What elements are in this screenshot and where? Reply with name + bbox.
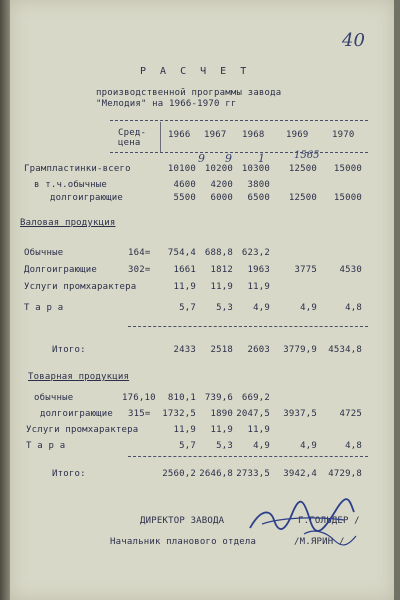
commodity-row-value: 3937,5 [283, 409, 317, 419]
gross-total-1970: 4534,8 [328, 345, 362, 355]
records-lp-1966: 5500 [173, 193, 196, 203]
gross-row-value: 688,8 [204, 248, 233, 258]
records-total-1970: 15000 [333, 164, 362, 174]
subtitle-line-1: производственной программы завода [96, 88, 282, 98]
commodity-row-label: Услуги промхарактера [26, 425, 139, 435]
gross-row-value: 4,9 [253, 303, 270, 313]
gross-row-price: 164= [128, 248, 151, 258]
gross-total-1968: 2603 [247, 345, 270, 355]
gross-total-1966: 2433 [173, 345, 196, 355]
hand-note-2: 9 [225, 152, 232, 165]
commodity-row-value: 739,6 [204, 393, 233, 403]
header-year-1968: 1968 [242, 130, 265, 140]
handwritten-signature-drawing [240, 490, 360, 550]
document-title: Р А С Ч Е Т [140, 66, 251, 77]
gross-total-rule [128, 326, 368, 327]
planning-head-name: /М.ЯРИН / [294, 537, 345, 547]
commodity-row-value: 669,2 [241, 393, 270, 403]
records-total-label: Грампластинки-всего [24, 164, 131, 174]
commodity-row-value: 11,9 [247, 425, 270, 435]
gross-row-value: 5,7 [179, 303, 196, 313]
commodity-total-1970: 4729,8 [328, 469, 362, 479]
commodity-row-value: 4,9 [253, 441, 270, 451]
commodity-total-1969: 3942,4 [283, 469, 317, 479]
records-regular-1966: 4600 [173, 180, 196, 190]
gross-row-value: 5,3 [216, 303, 233, 313]
header-year-1970: 1970 [332, 130, 355, 140]
gross-row-value: 4,9 [300, 303, 317, 313]
gross-row-value: 1963 [247, 265, 270, 275]
records-total-1969: 12500 [288, 164, 317, 174]
header-top-rule [110, 120, 368, 121]
records-lp-1968: 6500 [247, 193, 270, 203]
gross-row-value: 11,9 [247, 282, 270, 292]
gross-row-value: 1661 [173, 265, 196, 275]
commodity-row-value: 4,9 [300, 441, 317, 451]
gross-row-value: 4,8 [345, 303, 362, 313]
gross-row-value: 11,9 [210, 282, 233, 292]
gross-total-label: Итого: [52, 345, 86, 355]
gross-row-label: Долгоиграющие [24, 265, 98, 275]
records-total-1968: 10300 [241, 164, 270, 174]
commodity-row-label: Т а р а [26, 441, 66, 451]
commodity-row-label: долгоиграющие [40, 409, 114, 419]
commodity-total-1966: 2560,2 [162, 469, 196, 479]
records-total-1966: 10100 [167, 164, 196, 174]
director-label: ДИРЕКТОР ЗАВОДА [140, 516, 225, 526]
gross-total-1969: 3779,9 [283, 345, 317, 355]
records-lp-1967: 6000 [210, 193, 233, 203]
records-total-1967: 10200 [204, 164, 233, 174]
gross-heading: Валовая продукция [20, 218, 116, 228]
commodity-row-value: 810,1 [167, 393, 196, 403]
commodity-row-value: 4,8 [345, 441, 362, 451]
commodity-heading: Товарная продукция [28, 372, 130, 382]
commodity-row-value: 5,7 [179, 441, 196, 451]
records-regular-label: в т.ч.обычные [34, 180, 108, 190]
header-year-1967: 1967 [204, 130, 227, 140]
records-lp-1970: 15000 [333, 193, 362, 203]
commodity-row-value: 11,9 [173, 425, 196, 435]
commodity-total-label: Итого: [52, 469, 86, 479]
gross-row-value: 1812 [210, 265, 233, 275]
gross-total-1967: 2518 [210, 345, 233, 355]
commodity-total-1968: 2733,5 [236, 469, 270, 479]
gross-row-value: 754,4 [167, 248, 196, 258]
commodity-row-price: 315= [128, 409, 151, 419]
commodity-row-value: 1890 [210, 409, 233, 419]
header-price-2: цена [118, 138, 141, 148]
hand-note-3: 1 [258, 152, 265, 165]
header-year-1969: 1969 [286, 130, 309, 140]
records-lp-label: долгоиграющие [50, 193, 124, 203]
header-price: Сред- [118, 128, 147, 138]
gross-row-label: Услуги промхарактера [24, 282, 137, 292]
gross-row-value: 11,9 [173, 282, 196, 292]
commodity-total-rule [128, 456, 368, 457]
binding-edge [0, 0, 10, 600]
planning-head-label: Начальник планового отдела [110, 537, 257, 547]
gross-row-label: Т а р а [24, 303, 64, 313]
subtitle-line-2: "Мелодия" на 1966-1970 гг [96, 99, 237, 109]
document-page [10, 0, 394, 600]
commodity-row-value: 4725 [339, 409, 362, 419]
records-regular-1968: 3800 [247, 180, 270, 190]
gross-row-value: 3775 [294, 265, 317, 275]
commodity-row-value: 1732,5 [162, 409, 196, 419]
gross-row-value: 4530 [339, 265, 362, 275]
records-regular-1967: 4200 [210, 180, 233, 190]
commodity-row-value: 2047,5 [236, 409, 270, 419]
commodity-row-value: 11,9 [210, 425, 233, 435]
gross-row-value: 623,2 [241, 248, 270, 258]
records-lp-1969: 12500 [288, 193, 317, 203]
gross-row-label: Обычные [24, 248, 64, 258]
header-bottom-rule [110, 152, 368, 153]
director-name: Г.ГОЛЬДЕР / [298, 516, 360, 526]
commodity-total-1967: 2646,8 [199, 469, 233, 479]
page-number: 40 [342, 30, 365, 51]
hand-note-1: 9 [198, 152, 205, 165]
header-year-1966: 1966 [168, 130, 191, 140]
header-divider [160, 122, 161, 152]
commodity-row-price: 176,10 [122, 393, 156, 403]
gross-row-price: 302= [128, 265, 151, 275]
commodity-row-value: 5,3 [216, 441, 233, 451]
hand-note-4: 1565 [294, 150, 320, 161]
commodity-row-label: обычные [34, 393, 74, 403]
